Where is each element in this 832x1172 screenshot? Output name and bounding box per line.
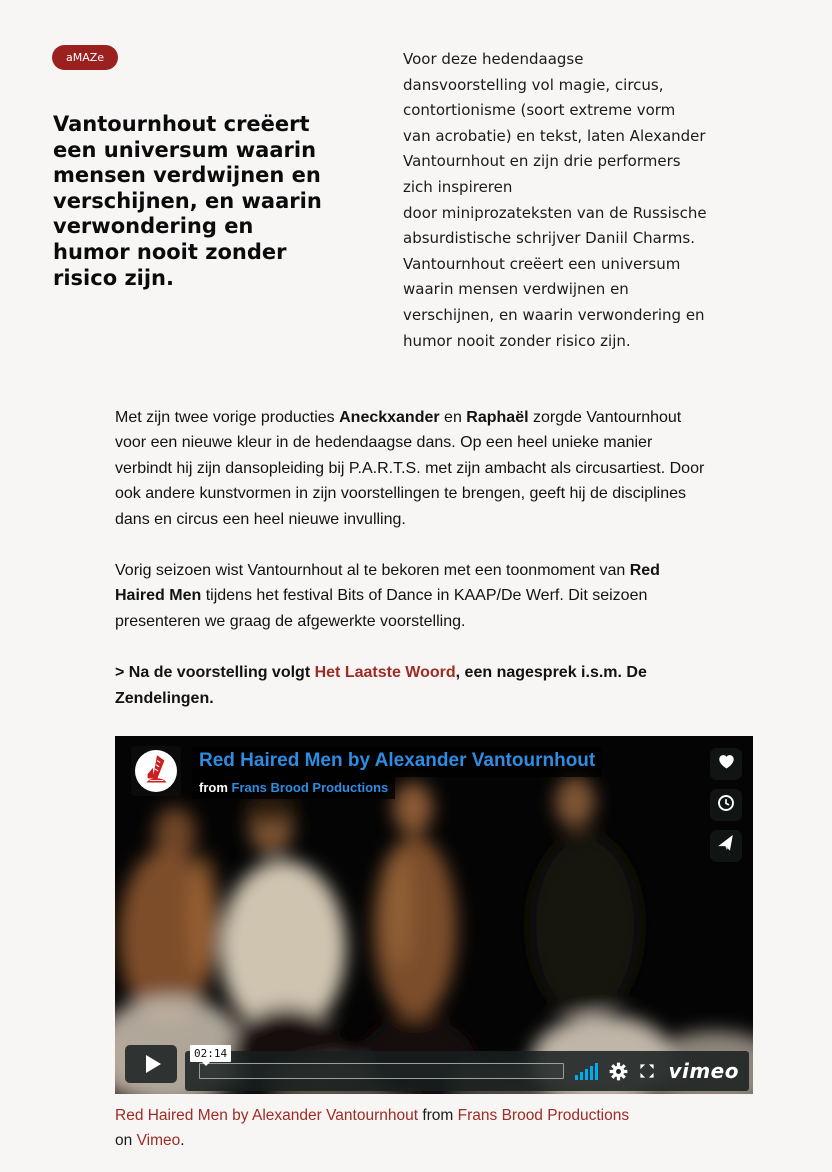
p2-text: Vorig seizoen wist Vantournhout al te bekoren met een toonmoment van	[115, 562, 630, 580]
uploader-avatar[interactable]	[131, 746, 181, 796]
vimeo-player-embed[interactable]	[115, 736, 753, 1094]
play-button[interactable]	[125, 1045, 177, 1083]
paragraph-2	[115, 558, 709, 634]
p1-text: zorgde Vantournhout voor een nieuwe kleur in de hedendaagse dans. Op een heel unieke manier verbindt hij zijn dansopleiding bij P.A.R.T.S. met zijn ambacht als circusartiest. Door ook andere kunstvormen in zijn voorstellingen te brengen, geeft hij de disciplines dans en circus een heel nieuwe invulling.	[115, 409, 705, 528]
caption-text: from	[418, 1107, 458, 1124]
gear-icon	[609, 1062, 628, 1081]
vimeo-logo[interactable]: vimeo	[668, 1059, 739, 1083]
caption-author-link[interactable]: Frans Brood Productions	[457, 1107, 630, 1124]
caption-vimeo-link[interactable]: Vimeo	[136, 1132, 181, 1149]
p1-text: Met zijn twee vorige producties	[115, 409, 340, 426]
video-byline	[192, 777, 395, 800]
duration-tooltip: 02:14	[190, 1045, 231, 1062]
share-button[interactable]	[710, 830, 742, 862]
pull-quote-heading: Vantournhout creëert een universum waarin mensen verdwijnen en verschijnen, en waarin verwondering en humor nooit zonder risico zijn.	[53, 112, 322, 290]
paragraph-3	[115, 660, 709, 711]
paragraph-1	[115, 405, 709, 532]
production-name-raphael: Raphaël	[466, 409, 529, 426]
heart-icon	[718, 754, 735, 774]
video-title-link[interactable]: Red Haired Men by Alexander Vantournhout	[192, 746, 602, 777]
progress-bar[interactable]	[199, 1063, 564, 1079]
byline-from-label: from	[199, 779, 228, 795]
volume-bars-icon[interactable]	[575, 1063, 598, 1080]
watch-later-button[interactable]	[710, 789, 742, 821]
p1-text: en	[439, 409, 467, 426]
frans-brood-logo-icon	[135, 750, 177, 792]
production-name-aneckxander: Aneckxander	[339, 409, 440, 426]
intro-text-2: door miniprozateksten van de Russische absurdistische schrijver Daniil Charms. Vantournhout creëert een universum waarin mensen verdwijnen en verschijnen, en waarin verwondering en humor nooit zonder risico zijn.	[403, 203, 707, 350]
intro-paragraph	[403, 47, 707, 354]
like-button[interactable]	[710, 748, 742, 780]
play-icon	[146, 1055, 161, 1073]
intro-text-1: Voor deze hedendaagse dansvoorstelling vol magie, circus, contortionisme (soort extreme vorm van acrobatie) en tekst, laten Alexander Vantournhout en zijn drie performers zich inspireren	[403, 50, 706, 196]
het-laatste-woord-link[interactable]: Het Laatste Woord	[314, 664, 456, 682]
video-action-buttons	[710, 748, 742, 862]
clock-icon	[717, 794, 735, 817]
category-badge[interactable]: aMAZe	[52, 45, 118, 70]
video-header	[131, 746, 687, 799]
production-name-red-haired-men: Red Haired Men	[115, 562, 660, 605]
fullscreen-button[interactable]	[639, 1063, 655, 1079]
p2-text: tijdens het festival Bits of Dance in KAAP/De Werf. Dit seizoen presenteren we graag de afgewerkte voorstelling.	[115, 587, 648, 630]
video-caption	[115, 1103, 725, 1153]
video-titles	[192, 746, 602, 799]
caption-text: .	[180, 1132, 185, 1149]
settings-button[interactable]	[609, 1062, 628, 1081]
p3-text: > Na de voorstelling volgt	[115, 664, 315, 682]
player-control-bar	[185, 1051, 749, 1091]
caption-title-link[interactable]: Red Haired Men by Alexander Vantournhout	[115, 1107, 419, 1124]
fullscreen-icon	[639, 1063, 655, 1079]
p3-text: , een nagesprek i.s.m. De Zendelingen.	[115, 664, 647, 707]
video-author-link[interactable]: Frans Brood Productions	[231, 779, 389, 795]
paper-plane-icon	[717, 835, 735, 858]
article-body	[115, 405, 709, 737]
caption-text: on	[115, 1132, 137, 1149]
